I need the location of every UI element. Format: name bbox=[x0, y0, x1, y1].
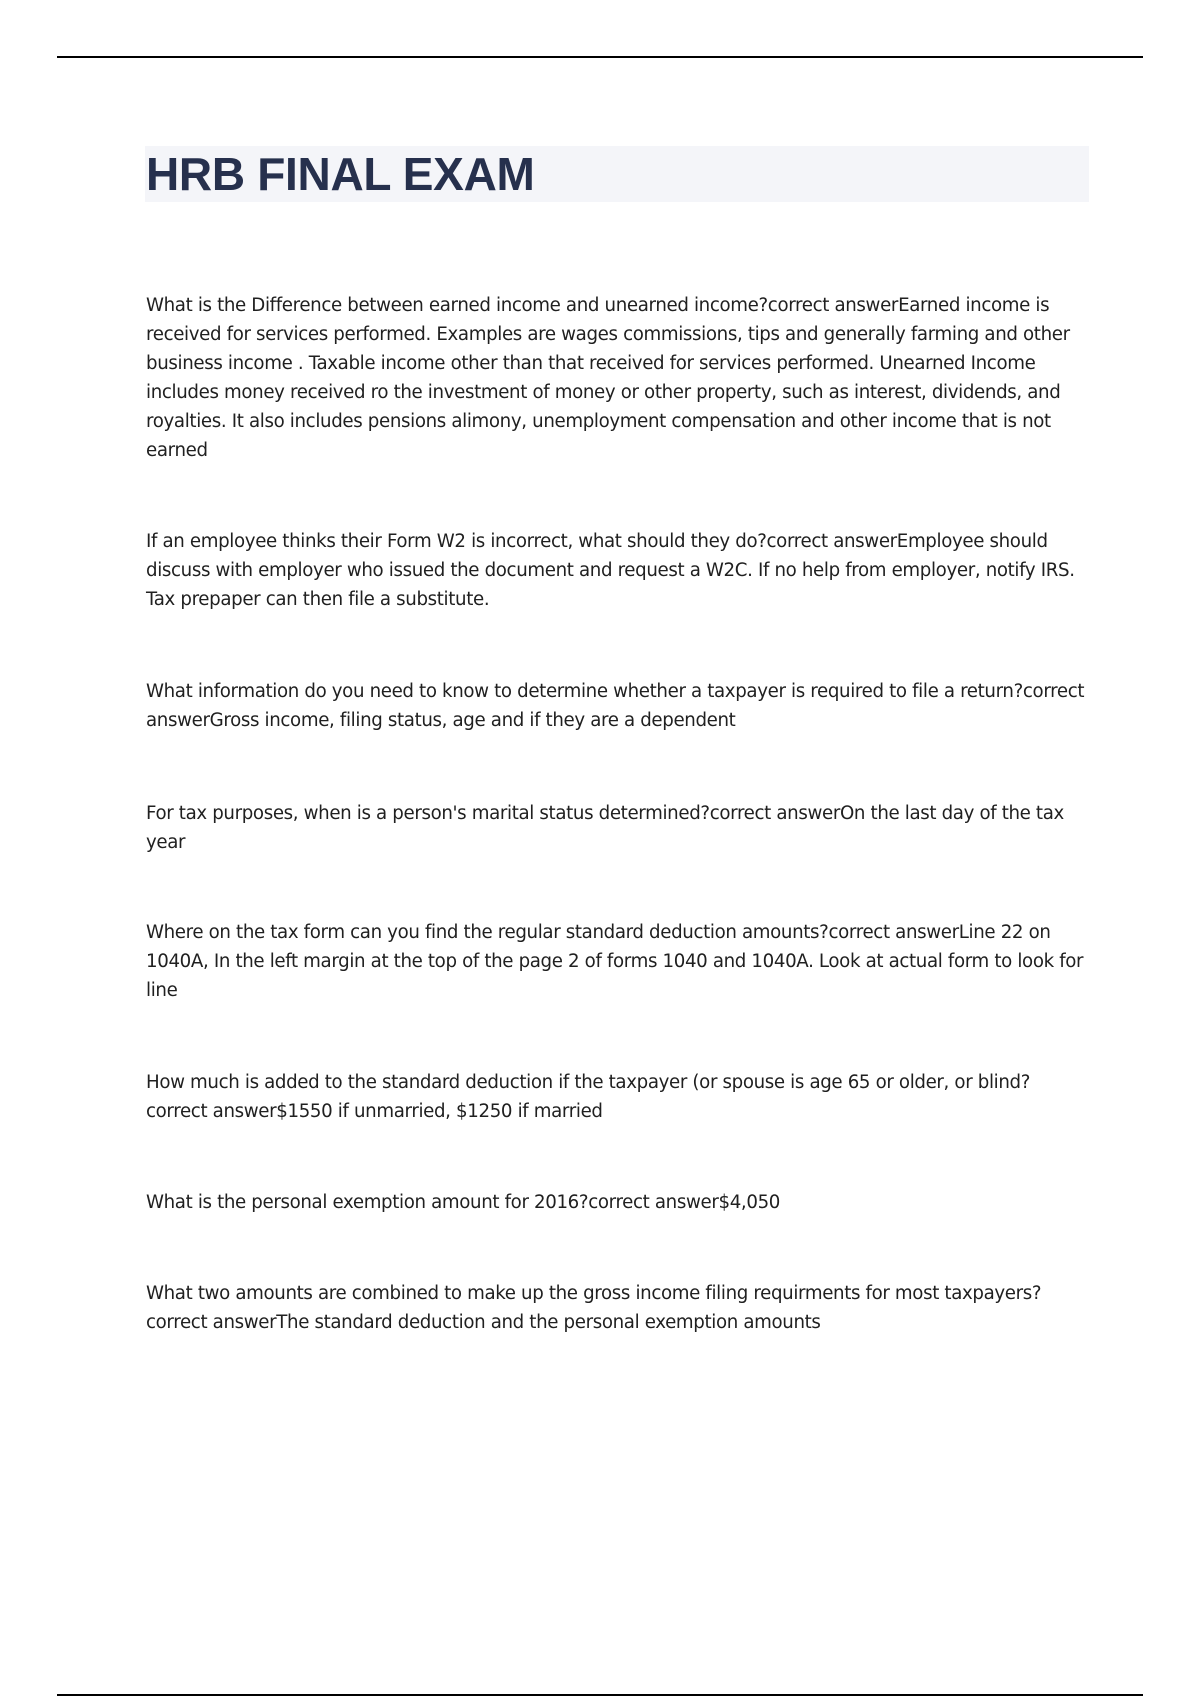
question-text: For tax purposes, when is a person's marital status determined? bbox=[146, 803, 710, 824]
answer-marker: correct answer bbox=[767, 295, 899, 316]
answer-marker: correct answer bbox=[146, 681, 1085, 731]
answer-text: Earned income is received for services performed. Examples are wages commissions, tips and generally farming and other business income . Taxable income other than that received for services performed. Unearned Income includes money received ro the investment of money or other property, such as interest, dividends, and royalties. It also includes pensions alimony, unemployment compensation and other income that is not earned bbox=[146, 295, 1070, 461]
qa-item-5 bbox=[146, 918, 1086, 1005]
page-title: HRB FINAL EXAM bbox=[146, 148, 535, 200]
question-text: What information do you need to know to determine whether a taxpayer is required to file a return? bbox=[146, 681, 1023, 702]
question-text: What is the Difference between earned income and unearned income? bbox=[146, 295, 768, 316]
question-text: Where on the tax form can you find the regular standard deduction amounts? bbox=[146, 922, 829, 943]
question-text: What is the personal exemption amount for 2016? bbox=[146, 1192, 589, 1213]
answer-text: Line 22 on 1040A, In the left margin at the top of the page 2 of forms 1040 and 1040A. Look at actual form to look for line bbox=[146, 922, 1084, 1001]
qa-item-8 bbox=[146, 1279, 1086, 1337]
answer-text: The standard deduction and the personal exemption amounts bbox=[276, 1312, 821, 1333]
qa-item-7 bbox=[146, 1188, 1086, 1217]
qa-item-6 bbox=[146, 1068, 1086, 1126]
answer-text: On the last day of the tax year bbox=[146, 803, 1064, 853]
answer-marker: correct answer bbox=[828, 922, 959, 943]
answer-text: $1550 if unmarried, $1250 if married bbox=[276, 1101, 603, 1122]
answer-marker: correct answer bbox=[766, 531, 897, 552]
qa-item-3 bbox=[146, 677, 1086, 735]
answer-marker: correct answer bbox=[709, 803, 840, 824]
qa-item-1 bbox=[146, 291, 1086, 465]
answer-text: Employee should discuss with employer who issued the document and request a W2C. If no help from employer, notify IRS. Tax prepaper can then file a substitute. bbox=[146, 531, 1075, 610]
question-text: If an employee thinks their Form W2 is incorrect, what should they do? bbox=[146, 531, 767, 552]
answer-text: Gross income, filing status, age and if they are a dependent bbox=[209, 710, 736, 731]
answer-marker: correct answer bbox=[146, 1312, 277, 1333]
footer-rule bbox=[57, 1694, 1143, 1696]
answer-marker: correct answer bbox=[588, 1192, 719, 1213]
question-text: What two amounts are combined to make up the gross income filing requirments for most taxpayers? bbox=[146, 1283, 1042, 1304]
question-text: How much is added to the standard deduction if the taxpayer (or spouse is age 65 or older, or blind? bbox=[146, 1072, 1031, 1093]
answer-text: $4,050 bbox=[718, 1192, 781, 1213]
answer-marker: correct answer bbox=[146, 1101, 277, 1122]
qa-item-4 bbox=[146, 799, 1086, 857]
header-rule bbox=[57, 56, 1143, 58]
qa-item-2 bbox=[146, 527, 1086, 614]
